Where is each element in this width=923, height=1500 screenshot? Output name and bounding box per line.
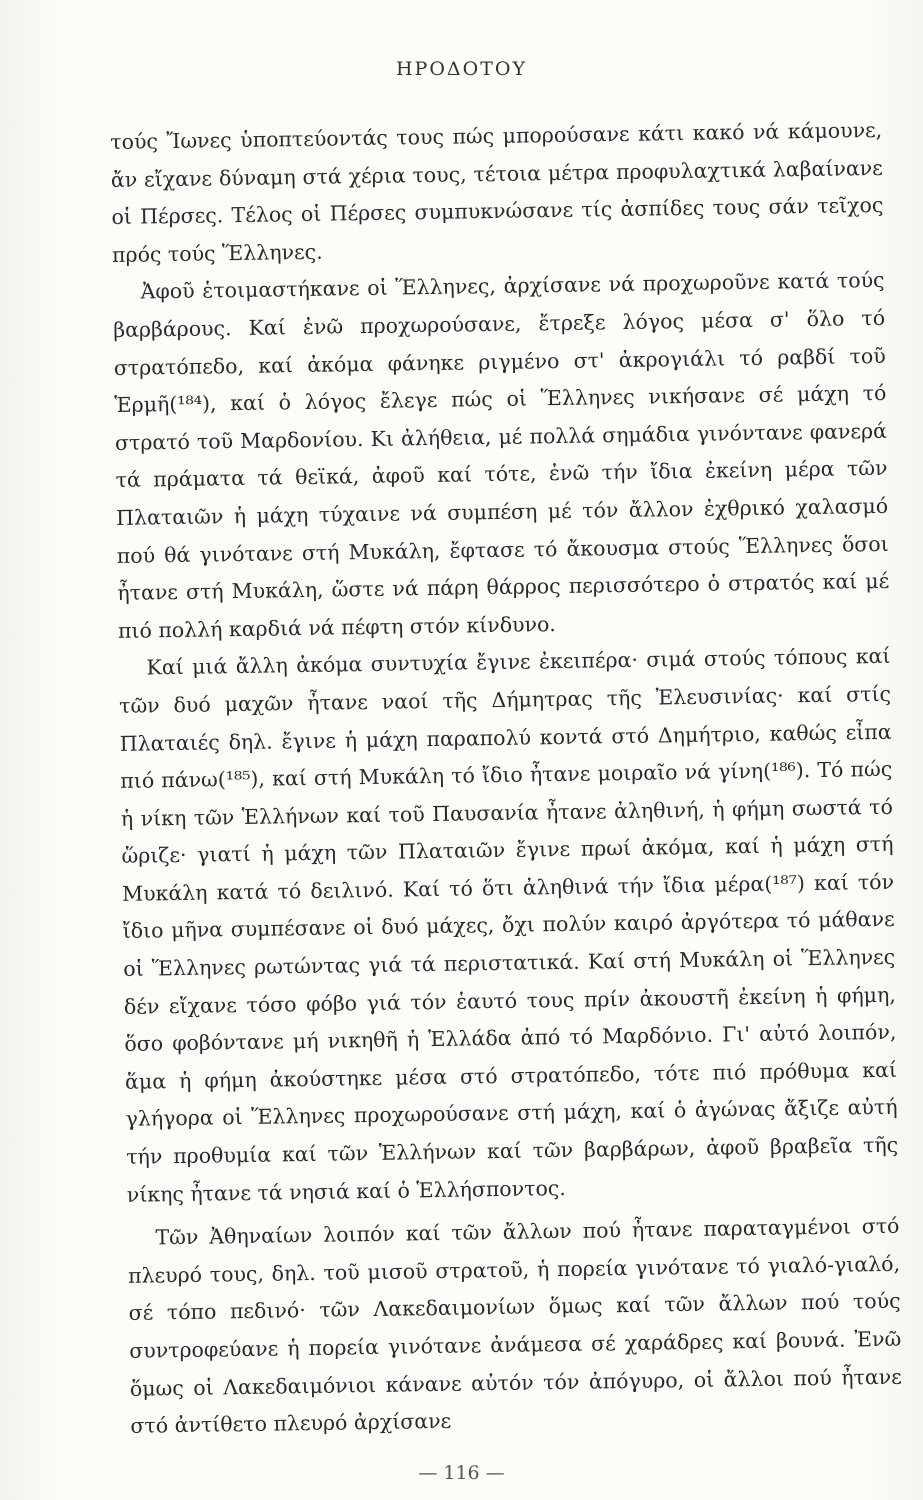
running-head: ΗΡΟΔΟΤΟΥ <box>395 58 528 80</box>
paragraph-1: τούς Ἴωνες ὑποπτεύοντάς τους πώς μπορούσανε κάτι κακό νά κάμουνε, ἄν εἴχανε δύναμη στά χέρια τους, τέτοια μέτρα προφυλαχτικά λαβαίνανε οἱ Πέρσες. Τέλος οἱ Πέρσες συμπυκνώσανε τίς ἀσπίδες τους σάν τεῖχος πρός τούς Ἕλληνες. <box>110 117 884 267</box>
paragraph-2: Ἀφοῦ ἑτοιμαστήκανε οἱ Ἕλληνες, ἀρχίσανε νά προχωροῦνε κατά τούς βαρβάρους. Καί ἐνῶ προχωρούσανε, ἔτρεξε λόγος μέσα σ' ὅλο τό στρατόπεδο, καί ἀκόμα φάνηκε ριγμένο στ' ἀκρογιάλι τό ραβδί τοῦ Ἑρμῆ(¹⁸⁴), καί ὁ λόγος ἔλεγε πώς οἱ Ἕλληνες νικήσανε σέ μάχη τό στρατό τοῦ Μαρδονίου. Κι ἀλήθεια, μέ πολλά σημάδια γινόντανε φανερά τά πράματα τά θεϊκά, ἀφοῦ καί τότε, ἐνῶ τήν ἴδια ἐκείνη μέρα τῶν Πλαταιῶν ἡ μάχη τύχαινε νά συμπέση μέ τόν ἄλλον ἐχθρικό χαλασμό πού θά γινότανε στή Μυκάλη, ἔφτασε τό ἄκουσμα στούς Ἕλληνες ὅσοι ἦτανε στή Μυκάλη, ὥστε νά πάρη θάρρος περισσότερο ὁ στρατός καί μέ πιό πολλή καρδιά νά πέφτη στόν κίνδυνο. <box>113 268 890 643</box>
paragraph-3: Καί μιά ἄλλη ἀκόμα συντυχία ἔγινε ἐκειπέρα· σιμά στούς τόπους καί τῶν δυό μαχῶν ἦτανε ναοί τῆς Δήμητρας τῆς Ἐλευσινίας· καί στίς Πλαταιές δηλ. ἔγινε ἡ μάχη παραπολύ κοντά στό Δημήτριο, καθώς εἶπα πιό πάνω(¹⁸⁵), καί στή Μυκάλη τό ἴδιο ἦτανε μοιραῖο νά γίνη(¹⁸⁶). Τό πώς ἡ νίκη τῶν Ἑλλήνων καί τοῦ Παυσανία ἦτανε ἀληθινή, ἡ φήμη σωστά τό ὥριζε· γιατί ἡ μάχη τῶν Πλαταιῶν ἔγινε πρωί ἀκόμα, καί ἡ μάχη στή Μυκάλη κατά τό δειλινό. Καί τό ὅτι ἀληθινά τήν ἴδια μέρα(¹⁸⁷) καί τόν ἴδιο μῆνα συμπέσανε οἱ δυό μάχες, ὄχι πολύν καιρό ἀργότερα τό μάθανε οἱ Ἕλληνες ρωτώντας γιά τά περιστατικά. Καί στή Μυκάλη οἱ Ἕλληνες δέν εἴχανε τόσο φόβο γιά τόν ἑαυτό τους πρίν ἀκουστῆ ἐκείνη ἡ φήμη, ὅσο φοβόντανε μή νικηθῆ ἡ Ἑλλάδα ἀπό τό Μαρδόνιο. Γι' αὐτό λοιπόν, ἅμα ἡ φήμη ἀκούστηκε μέσα στό στρατόπεδο, τότε πιό πρόθυμα καί γλήγορα οἱ Ἕλληνες προχωρούσανε στή μάχη, καί ὁ ἀγώνας ἄξιζε αὐτή τήν προθυμία καί τῶν Ἑλλήνων καί τῶν βαρβάρων, ἀφοῦ βραβεῖα τῆς νίκης ἦτανε τά νησιά καί ὁ Ἑλλήσποντος. <box>118 644 899 1207</box>
body-text <box>110 112 903 1446</box>
page-number: — 116 — <box>418 1462 505 1484</box>
paragraph-4: Τῶν Ἀθηναίων λοιπόν καί τῶν ἄλλων πού ἦτανε παραταγμένοι στό πλευρό τους, δηλ. τοῦ μισοῦ στρατοῦ, ἡ πορεία γινότανε τό γιαλό-γιαλό, σέ τόπο πεδινό· τῶν Λακεδαιμονίων ὅμως καί τῶν ἄλλων πού τούς συντροφεύανε ἡ πορεία γινότανε ἀνάμεσα σέ χαράδρες καί βουνά. Ἐνῶ ὅμως οἱ Λακεδαιμόνιοι κάνανε αὐτόν τόν ἀπόγυρο, οἱ ἄλλοι πού ἦτανε στό ἀντίθετο πλευρό ἀρχίσανε <box>127 1213 902 1439</box>
